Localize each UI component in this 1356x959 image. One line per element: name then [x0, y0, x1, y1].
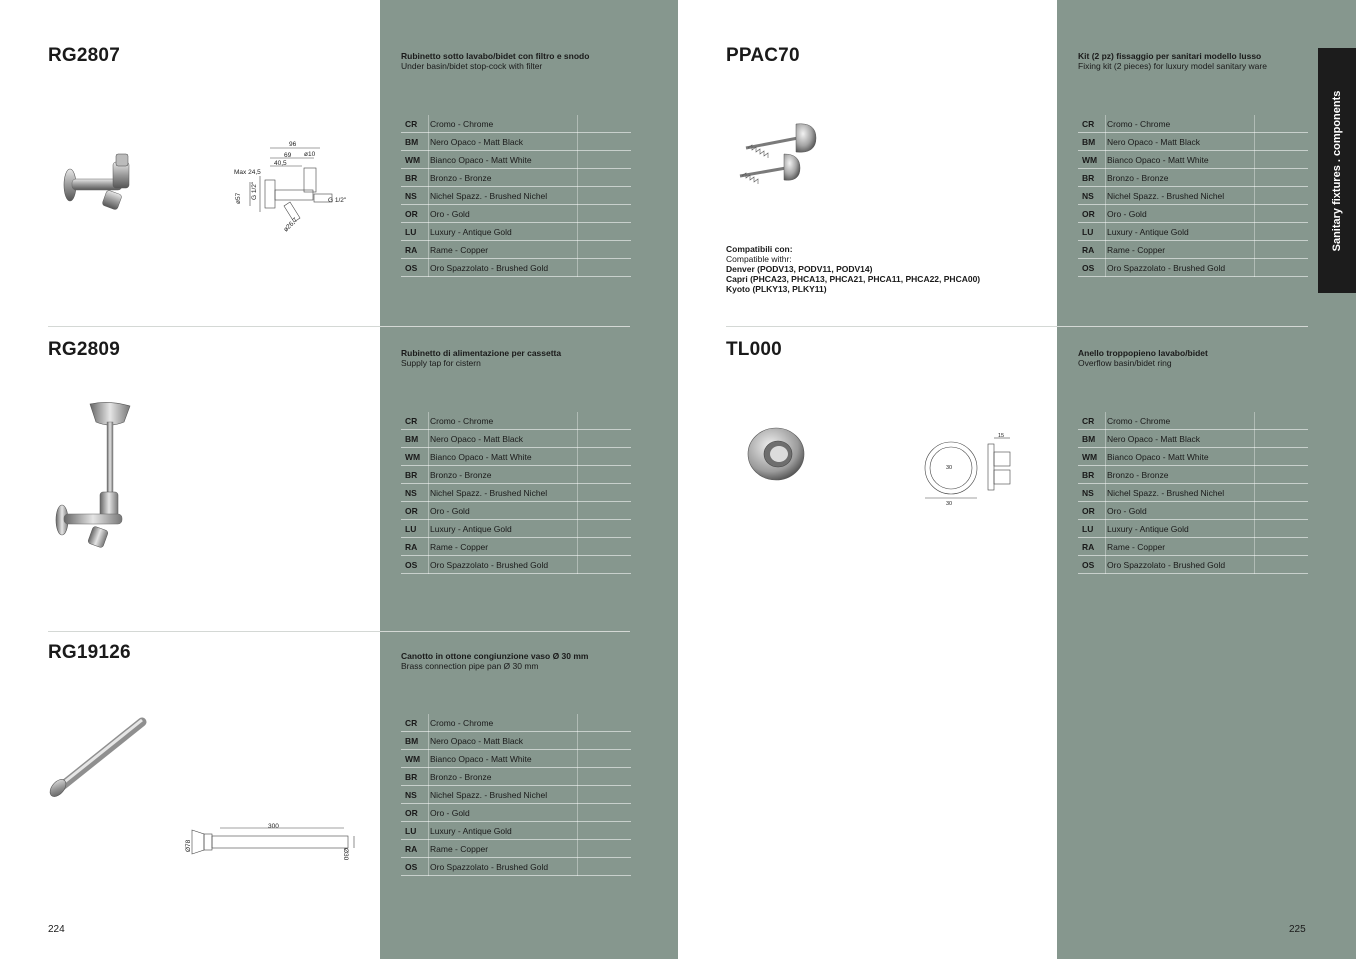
- finish-label: Cromo - Chrome: [430, 119, 494, 129]
- finish-code: BR: [405, 772, 418, 782]
- finish-code: WM: [405, 155, 421, 165]
- product-description-rg19126: [401, 651, 661, 671]
- finish-row: [401, 768, 631, 786]
- compat-subtitle: Compatible withr:: [726, 254, 792, 264]
- finish-code: OR: [405, 209, 418, 219]
- finish-label: Bianco Opaco - Matt White: [1107, 155, 1209, 165]
- description-english: Supply tap for cistern: [401, 358, 481, 368]
- connection-pipe-technical-drawing: [186, 820, 360, 864]
- finish-label: Luxury - Antique Gold: [430, 524, 512, 534]
- product-code-rg19126: RG19126: [48, 642, 131, 663]
- finish-row: [401, 556, 631, 574]
- section-side-tab: [1318, 48, 1356, 293]
- finish-row: [401, 169, 631, 187]
- description-english: Under basin/bidet stop-cock with filter: [401, 61, 543, 71]
- finish-code: NS: [405, 191, 417, 201]
- dim-label: G 1/2": [251, 181, 258, 200]
- finish-row: [1078, 187, 1308, 205]
- stop-cock-photo: [58, 148, 148, 218]
- compat-line: Denver (PODV13, PODV11, PODV14): [726, 264, 873, 274]
- finish-row: [1078, 151, 1308, 169]
- finish-label: Bianco Opaco - Matt White: [430, 155, 532, 165]
- finish-row: [401, 430, 631, 448]
- finish-code: NS: [405, 488, 417, 498]
- finish-row: [401, 223, 631, 241]
- finish-row: [401, 133, 631, 151]
- finish-row: [401, 804, 631, 822]
- product-description-rg2809: [401, 348, 661, 368]
- finish-code: WM: [405, 452, 421, 462]
- finish-code: NS: [405, 790, 417, 800]
- finish-label: Cromo - Chrome: [1107, 119, 1171, 129]
- finish-row: [1078, 430, 1308, 448]
- dim-label: 300: [268, 823, 279, 830]
- finish-code: OS: [405, 263, 418, 273]
- finish-table-tl000: [1078, 412, 1308, 574]
- finish-row: [401, 115, 631, 133]
- finish-row: [401, 241, 631, 259]
- finish-code: BR: [405, 173, 418, 183]
- compat-line: Kyoto (PLKY13, PLKY11): [726, 284, 827, 294]
- finish-table-rg19126: [401, 714, 631, 876]
- finish-label: Rame - Copper: [1107, 542, 1166, 552]
- finish-code: LU: [1082, 227, 1094, 237]
- finish-code: OR: [405, 506, 418, 516]
- finish-label: Oro - Gold: [1107, 506, 1147, 516]
- supply-tap-photo: [52, 398, 142, 560]
- finish-row: [401, 484, 631, 502]
- overflow-ring-photo: [744, 424, 808, 486]
- finish-label: Rame - Copper: [430, 844, 489, 854]
- finish-label: Oro - Gold: [1107, 209, 1147, 219]
- finish-label: Nichel Spazz. - Brushed Nichel: [1107, 488, 1225, 498]
- finish-label: Bianco Opaco - Matt White: [430, 754, 532, 764]
- finish-row: [1078, 448, 1308, 466]
- finish-code: WM: [1082, 452, 1098, 462]
- compat-title: Compatibili con:: [726, 244, 793, 254]
- description-italian: Rubinetto sotto lavabo/bidet con filtro e snodo: [401, 51, 590, 61]
- fixing-kit-photo: [736, 118, 822, 186]
- product-code-rg2809: RG2809: [48, 339, 120, 360]
- side-tab-label: Sanitary fixtures . components: [1331, 90, 1343, 251]
- finish-label: Luxury - Antique Gold: [1107, 227, 1189, 237]
- finish-code: LU: [1082, 524, 1094, 534]
- finish-row: [1078, 115, 1308, 133]
- dim-label: ø10: [304, 151, 316, 158]
- finish-label: Nero Opaco - Matt Black: [430, 434, 524, 444]
- product-code-rg2807: RG2807: [48, 45, 120, 66]
- dim-label: Ø78: [185, 839, 192, 852]
- finish-code: BM: [405, 137, 419, 147]
- finish-code: NS: [1082, 488, 1094, 498]
- finish-table-rg2809: [401, 412, 631, 574]
- finish-label: Oro - Gold: [430, 506, 470, 516]
- finish-label: Oro Spazzolato - Brushed Gold: [1107, 560, 1226, 570]
- finish-row: [1078, 223, 1308, 241]
- separator: [48, 326, 630, 327]
- product-description-ppac70: [1078, 51, 1338, 71]
- finish-code: RA: [1082, 245, 1095, 255]
- finish-row: [401, 840, 631, 858]
- finish-label: Nichel Spazz. - Brushed Nichel: [430, 191, 548, 201]
- finish-label: Cromo - Chrome: [430, 416, 494, 426]
- finish-label: Bronzo - Bronze: [430, 470, 492, 480]
- finish-label: Cromo - Chrome: [430, 718, 494, 728]
- finish-row: [401, 151, 631, 169]
- finish-label: Luxury - Antique Gold: [430, 826, 512, 836]
- finish-code: WM: [1082, 155, 1098, 165]
- finish-code: BM: [1082, 434, 1096, 444]
- description-italian: Kit (2 pz) fissaggio per sanitari modello lusso: [1078, 51, 1262, 61]
- finish-code: LU: [405, 524, 417, 534]
- finish-code: CR: [1082, 416, 1095, 426]
- finish-code: OR: [405, 808, 418, 818]
- finish-label: Nero Opaco - Matt Black: [1107, 137, 1201, 147]
- description-italian: Rubinetto di alimentazione per cassetta: [401, 348, 562, 358]
- finish-table-ppac70: [1078, 115, 1308, 277]
- finish-code: CR: [405, 119, 418, 129]
- finish-code: BM: [405, 736, 419, 746]
- finish-code: OR: [1082, 209, 1095, 219]
- finish-row: [401, 205, 631, 223]
- finish-label: Luxury - Antique Gold: [430, 227, 512, 237]
- finish-code: BM: [405, 434, 419, 444]
- compat-line: Capri (PHCA23, PHCA13, PHCA21, PHCA11, PHCA22, PHCA00): [726, 274, 981, 284]
- finish-row: [401, 538, 631, 556]
- finish-label: Nero Opaco - Matt Black: [430, 736, 524, 746]
- finish-code: CR: [1082, 119, 1095, 129]
- finish-row: [1078, 412, 1308, 430]
- finish-code: RA: [1082, 542, 1095, 552]
- page-number-right: 225: [1289, 924, 1306, 935]
- dim-label: Max 24,5: [234, 169, 261, 176]
- connection-pipe-photo: [46, 714, 150, 804]
- finish-label: Rame - Copper: [430, 245, 489, 255]
- finish-row: [401, 259, 631, 277]
- dim-label: ø26,7: [282, 216, 300, 234]
- dim-label: 40,5: [274, 160, 287, 167]
- finish-row: [401, 466, 631, 484]
- finish-label: Bianco Opaco - Matt White: [430, 452, 532, 462]
- finish-label: Bronzo - Bronze: [1107, 470, 1169, 480]
- finish-code: OS: [1082, 560, 1095, 570]
- product-code-tl000: TL000: [726, 339, 782, 360]
- product-description-tl000: [1078, 348, 1338, 368]
- finish-label: Nichel Spazz. - Brushed Nichel: [430, 488, 548, 498]
- finish-row: [401, 786, 631, 804]
- finish-code: CR: [405, 416, 418, 426]
- finish-row: [401, 822, 631, 840]
- finish-row: [401, 187, 631, 205]
- finish-label: Rame - Copper: [430, 542, 489, 552]
- finish-code: RA: [405, 844, 418, 854]
- description-english: Fixing kit (2 pieces) for luxury model sanitary ware: [1078, 61, 1267, 71]
- finish-code: OS: [405, 862, 418, 872]
- finish-row: [1078, 205, 1308, 223]
- dim-label: 30: [946, 465, 953, 471]
- compatibility-note: [726, 244, 980, 294]
- finish-label: Oro Spazzolato - Brushed Gold: [430, 263, 549, 273]
- dim-label: 69: [284, 152, 292, 159]
- finish-label: Oro Spazzolato - Brushed Gold: [1107, 263, 1226, 273]
- finish-label: Nichel Spazz. - Brushed Nichel: [1107, 191, 1225, 201]
- finish-label: Bronzo - Bronze: [430, 173, 492, 183]
- finish-label: Nero Opaco - Matt Black: [1107, 434, 1201, 444]
- finish-row: [401, 858, 631, 876]
- finish-label: Bronzo - Bronze: [430, 772, 492, 782]
- finish-code: BM: [1082, 137, 1096, 147]
- finish-label: Oro - Gold: [430, 808, 470, 818]
- finish-code: BR: [1082, 470, 1095, 480]
- finish-code: BR: [405, 470, 418, 480]
- finish-row: [401, 448, 631, 466]
- finish-code: NS: [1082, 191, 1094, 201]
- finish-row: [1078, 556, 1308, 574]
- finish-row: [1078, 502, 1308, 520]
- finish-row: [1078, 169, 1308, 187]
- finish-code: OS: [1082, 263, 1095, 273]
- overflow-ring-technical-drawing: [920, 432, 1016, 508]
- finish-label: Rame - Copper: [1107, 245, 1166, 255]
- finish-code: LU: [405, 227, 417, 237]
- finish-label: Nero Opaco - Matt Black: [430, 137, 524, 147]
- finish-code: OR: [1082, 506, 1095, 516]
- finish-label: Luxury - Antique Gold: [1107, 524, 1189, 534]
- finish-row: [401, 732, 631, 750]
- dim-label: ø57: [235, 192, 242, 204]
- finish-table-rg2807: [401, 115, 631, 277]
- finish-row: [1078, 484, 1308, 502]
- description-italian: Canotto in ottone congiunzione vaso Ø 30 mm: [401, 651, 589, 661]
- stop-cock-technical-drawing: [232, 138, 357, 236]
- finish-row: [1078, 466, 1308, 484]
- finish-row: [1078, 520, 1308, 538]
- finish-label: Cromo - Chrome: [1107, 416, 1171, 426]
- finish-label: Oro - Gold: [430, 209, 470, 219]
- finish-row: [1078, 133, 1308, 151]
- finish-row: [1078, 538, 1308, 556]
- finish-code: WM: [405, 754, 421, 764]
- finish-label: Oro Spazzolato - Brushed Gold: [430, 560, 549, 570]
- separator: [726, 326, 1308, 327]
- finish-label: Nichel Spazz. - Brushed Nichel: [430, 790, 548, 800]
- finish-label: Bianco Opaco - Matt White: [1107, 452, 1209, 462]
- finish-code: LU: [405, 826, 417, 836]
- separator: [48, 631, 630, 632]
- dim-label: 15: [998, 433, 1005, 439]
- finish-code: RA: [405, 245, 418, 255]
- finish-label: Oro Spazzolato - Brushed Gold: [430, 862, 549, 872]
- finish-row: [401, 412, 631, 430]
- description-english: Brass connection pipe pan Ø 30 mm: [401, 661, 539, 671]
- dim-label: Ø30: [342, 848, 349, 861]
- finish-row: [401, 520, 631, 538]
- dim-label: 30: [946, 501, 953, 507]
- finish-code: RA: [405, 542, 418, 552]
- page-number-left: 224: [48, 924, 65, 935]
- finish-row: [401, 750, 631, 768]
- description-italian: Anello troppopieno lavabo/bidet: [1078, 348, 1208, 358]
- finish-code: OS: [405, 560, 418, 570]
- finish-row: [401, 502, 631, 520]
- finish-row: [1078, 241, 1308, 259]
- finish-row: [401, 714, 631, 732]
- description-english: Overflow basin/bidet ring: [1078, 358, 1172, 368]
- dim-label: 96: [289, 141, 297, 148]
- finish-code: CR: [405, 718, 418, 728]
- dim-label: G 1/2": [328, 197, 347, 204]
- finish-row: [1078, 259, 1308, 277]
- product-code-ppac70: PPAC70: [726, 45, 800, 66]
- finish-label: Bronzo - Bronze: [1107, 173, 1169, 183]
- product-description-rg2807: [401, 51, 661, 71]
- finish-code: BR: [1082, 173, 1095, 183]
